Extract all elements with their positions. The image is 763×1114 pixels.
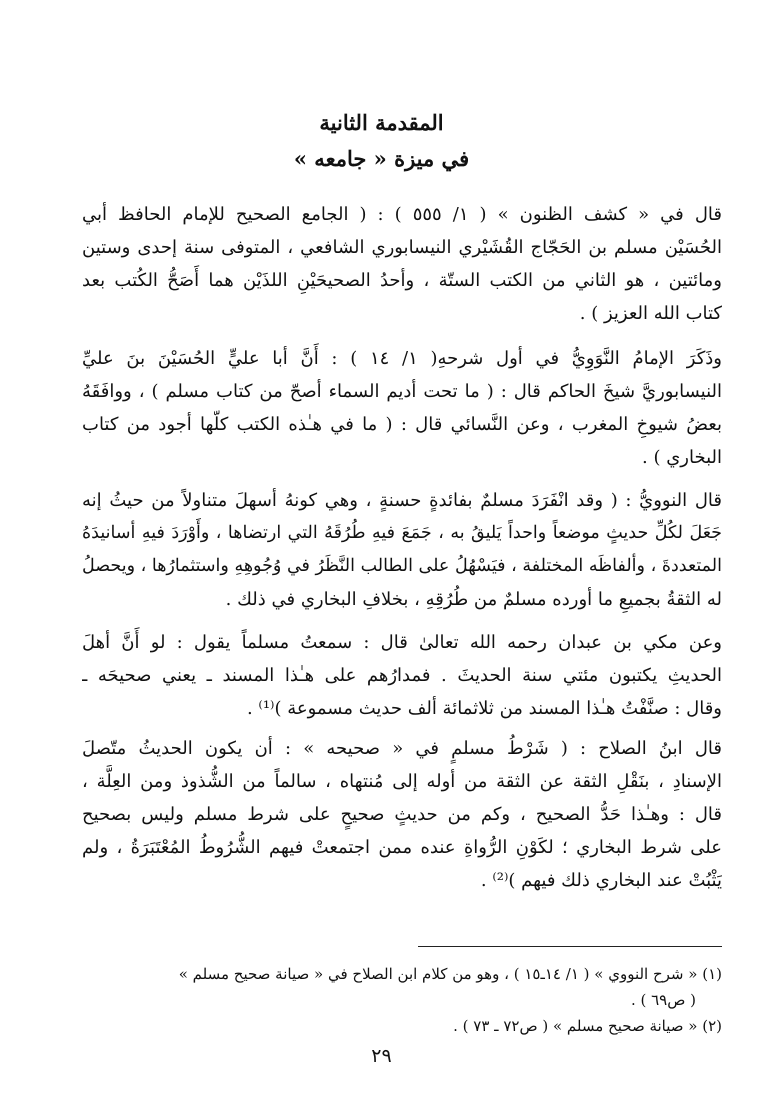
text-line: جَعَلَ لكُلِّ حديثٍ موضعاً واحداً يَليقُ به ، جَمَعَ فيهِ طُرُقَهُ التي ارتضاها ، وأَوْرَدَ فيهِ أسانيدَهُ (82, 523, 722, 543)
paragraph-ibn-al-salah (82, 732, 722, 897)
paragraph-nawawi-mention (82, 342, 722, 474)
text-line: قال النوويُّ : ( وقد انْفَرَدَ مسلمٌ بفائدةٍ حسنةٍ ، وهي كونهُ أسهلَ متناولاً من حيثُ إنه (82, 490, 722, 511)
text-line: المتعددةَ ، وألفاظَه المختلفة ، فيَسْهُلُ على الطالب النَّظَرُ في وُجُوهِهِ واستثمارُها ، ويحصلُ (82, 556, 722, 576)
text-line: الحديثِ يكتبون مئتي سنة الحديثَ . فمدارُهم على هـٰذا المسند ـ يعني صحيحَه ـ (82, 665, 722, 686)
text-line: يَثْبُتْ عند البخاري ذلك فيهم )⁽²⁾ . (480, 870, 722, 891)
section-subtitle: في ميزة « جامعه » (293, 146, 470, 171)
paragraph-nawawi-quote (82, 484, 722, 616)
footnote-1: (١) « شرح النووي » ( ١/ ١٤ـ١٥ ) ، وهو من كلام ابن الصلاح في « صيانة صحيح مسلم » (178, 965, 722, 983)
text-line: وقال : صنَّفْتُ هـٰذا المسند من ثلاثمائة ألف حديث مسموعة )⁽¹⁾ . (246, 698, 722, 719)
paragraph-makki-ibn-abdan (82, 626, 722, 725)
text-line: بعضُ شيوخِ المغرب ، وعن النَّسائي قال : ( ما في هـٰذه الكتب كلّها أجود من كتاب (82, 414, 722, 435)
text-line: وذَكَرَ الإمامُ النَّوَوِيُّ في أول شرحهِ( ١/ ١٤ ) : أَنَّ أبا عليٍّ الحُسَيْنَ بنَ عليِّ (82, 348, 722, 369)
text-line: وعن مكي بن عبدان رحمه الله تعالىٰ قال : سمعتُ مسلماً يقول : لو أَنَّ أهلَ (82, 632, 722, 653)
text-line: البخاري ) . (642, 447, 722, 468)
footnote-divider (418, 946, 722, 947)
text-line: قال : وهـٰذا حَدُّ الصحيح ، وكم من حديثٍ صحيحٍ على شرط مسلم وليس بصحيح (82, 804, 722, 825)
footnote-2: (٢) « صيانة صحيح مسلم » ( ص٧٢ ـ ٧٣ ) . (453, 1017, 722, 1035)
text-line: على شرط البخاري ؛ لكَوْنِ الرُّواةِ عنده ممن اجتمعتْ فيهم الشُّرُوطُ المُعْتَبَرَةُ ، ولم (82, 837, 722, 858)
text-line: كتاب الله العزيز ) . (579, 303, 722, 324)
text-line: قال ابنُ الصلاح : ( شَرْطُ مسلمٍ في « صحيحه » : أن يكون الحديثُ متّصلَ (82, 738, 722, 759)
text-line: الإسنادِ ، بنَقْلِ الثقة عن الثقة من أوله إلى مُنتهاه ، سالماً من الشُّذوذ ومن العِلَّة ، (82, 771, 722, 792)
text-line: له الثقةُ بجميعِ ما أورده مسلمٌ من طُرُقِهِ ، بخلافِ البخاري في ذلك . (225, 589, 722, 610)
footnote-1-continuation-text: ( ص٦٩ ) . (630, 991, 696, 1009)
page-number: ٢٩ (371, 1045, 392, 1067)
section-title: المقدمة الثانية (319, 110, 444, 135)
footnote-1-continuation (82, 987, 722, 1013)
text-line: ومائتين ، هو الثاني من الكتب الستّة ، وأحدُ الصحيحَيْنِ اللذَيْن هما أَصَحُّ الكُتب بعد (82, 270, 722, 291)
paragraph-kashf-al-zunun (82, 198, 722, 330)
text-line: قال في « كشف الظنون » ( ١/ ٥٥٥ ) : ( الجامع الصحيح للإمام الحافظ أبي (82, 204, 722, 225)
text-line: النيسابوريَّ شيخَ الحاكم قال : ( ما تحت أديم السماء أصحّ من كتاب مسلم ) ، ووافَقَهُ (82, 381, 722, 402)
text-line: الحُسَيْن مسلم بن الحَجّاج القُشَيْري النيسابوري الشافعي ، المتوفى سنة إحدى وستين (82, 237, 722, 258)
